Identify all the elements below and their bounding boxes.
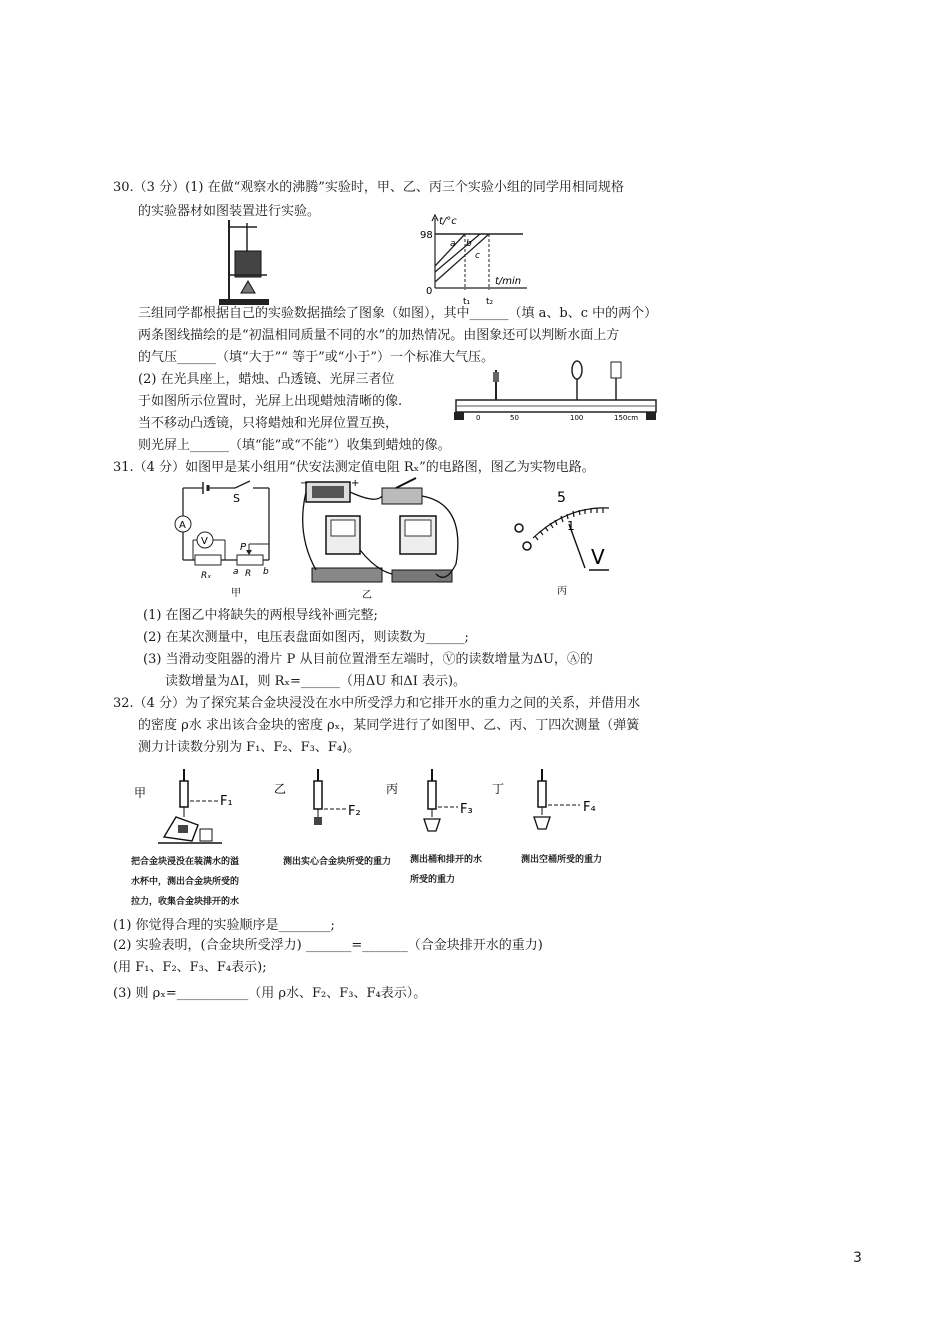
label-yi: 乙 <box>274 782 287 796</box>
q30-line1: 30.（3 分）(1) 在做“观察水的沸腾”实验时，甲、乙、丙三个实验小组的同学用相同规格 <box>113 180 624 195</box>
q30-line5: 的气压______（填“大于”“ 等于”或“小于”）一个标准大气压。 <box>138 350 495 365</box>
graph-origin: 0 <box>426 286 433 297</box>
q30-line8: 当不移动凸透镜，只将蜡烛和光屏位置互换， <box>138 416 399 431</box>
circuit-Rx: Rₓ <box>201 571 212 581</box>
q31-sub4: 读数增量为ΔI，则 Rₓ=______（用ΔU 和ΔI 表示)。 <box>165 674 467 689</box>
q30-line3: 三组同学都根据自己的实验数据描绘了图象（如图），其中______（填 a、b、c 中的两个） <box>138 306 658 321</box>
q32-sub1: (1) 你觉得合理的实验顺序是________; <box>113 918 335 933</box>
voltmeter-dial <box>505 480 625 598</box>
optical-bench-figure <box>452 358 662 424</box>
bench-150: 150cm <box>614 414 639 422</box>
graph-t2: t₂ <box>486 297 494 307</box>
circuit-a: a <box>233 567 239 577</box>
caption-jia-2: 水杯中，测出合金块所受的 <box>131 877 240 887</box>
physical-circuit <box>296 474 476 600</box>
q32-line2: 的密度 ρ水 求出该合金块的密度 ρₓ，某同学进行了如图甲、乙、丙、丁四次测量（弹簧 <box>138 718 640 733</box>
q31-sub3: (3) 当滑动变阻器的滑片 P 从目前位置滑至左端时，Ⓥ的读数增量为ΔU，Ⓐ的 <box>143 652 593 667</box>
page-number: 3 <box>853 1250 862 1266</box>
caption-bing-1: 测出桶和排开的水 <box>410 855 483 865</box>
bench-100: 100 <box>570 414 584 422</box>
q32-line1: 32.（4 分）为了探究某合金块浸没在水中所受浮力和它排开水的重力之间的关系，并借用水 <box>113 696 641 711</box>
circuit-R: R <box>245 569 252 579</box>
circuit-P: P <box>240 542 247 553</box>
caption-ding: 测出空桶所受的重力 <box>521 855 603 865</box>
label-F2: F₂ <box>348 804 361 819</box>
physical-minus: − <box>300 478 309 489</box>
dial-5: 5 <box>557 490 566 506</box>
dial-caption: 丙 <box>557 586 567 597</box>
q30-line2: 的实验器材如图装置进行实验。 <box>138 204 321 219</box>
temperature-time-graph <box>395 212 545 312</box>
graph-t1: t₁ <box>463 297 471 307</box>
q32-line3: 测力计读数分别为 F₁、F₂、F₃、F₄)。 <box>138 740 361 755</box>
caption-yi: 测出实心合金块所受的重力 <box>283 857 392 867</box>
circuit-V: V <box>201 536 208 547</box>
label-ding: 丁 <box>492 782 505 796</box>
q30-line6: (2) 在光具座上，蜡烛、凸透镜、光屏三者位 <box>138 372 395 387</box>
graph-98: 98 <box>420 230 433 241</box>
label-jia: 甲 <box>134 786 147 800</box>
bench-50: 50 <box>510 414 519 422</box>
spring-scale-figures <box>128 765 618 855</box>
graph-b: b <box>466 239 472 249</box>
q30-line4: 两条图线描绘的是“初温相同质量不同的水”的加热情况。由图象还可以判断水面上方 <box>138 328 620 343</box>
label-F3: F₃ <box>460 802 473 817</box>
graph-c: c <box>475 251 480 261</box>
graph-x-label: t/min <box>495 276 522 287</box>
label-F4: F₄ <box>583 800 596 815</box>
dial-1: 1 <box>567 519 575 533</box>
caption-bing-2: 所受的重力 <box>410 875 456 885</box>
circuit-A: A <box>179 520 186 531</box>
bench-0: 0 <box>476 414 481 422</box>
circuit-diagram <box>165 478 285 598</box>
caption-jia-3: 拉力，收集合金块排开的水 <box>131 897 240 907</box>
circuit-caption: 甲 <box>231 588 241 598</box>
circuit-S: S <box>233 492 240 505</box>
q31-line1: 31.（4 分）如图甲是某小组用“伏安法测定值电阻 Rₓ”的电路图，图乙为实物电路。 <box>113 460 595 475</box>
physical-caption: 乙 <box>362 590 372 600</box>
dial-V: V <box>591 545 605 569</box>
circuit-b: b <box>263 567 269 577</box>
q30-line7: 于如图所示位置时，光屏上出现蜡烛清晰的像. <box>138 394 403 409</box>
q32-sub2b: (用 F₁、F₂、F₃、F₄表示); <box>113 960 267 975</box>
q31-sub2: (2) 在某次测量中，电压表盘面如图丙，则读数为______; <box>143 630 469 645</box>
label-F1: F₁ <box>220 794 233 809</box>
graph-y-label: t/°c <box>439 216 457 227</box>
graph-a: a <box>450 239 456 249</box>
q30-line9: 则光屏上______（填“能”或“不能”）收集到蜡烛的像。 <box>138 438 451 453</box>
boiling-apparatus-figure <box>215 215 275 307</box>
q32-sub2: (2) 实验表明，(合金块所受浮力) _______=_______（合金块排开水的重力) <box>113 938 543 953</box>
label-bing: 丙 <box>386 782 399 796</box>
q32-sub3: (3) 则 ρₓ=___________（用 ρ水、F₂、F₃、F₄表示）。 <box>113 986 427 1001</box>
q31-sub1: (1) 在图乙中将缺失的两根导线补画完整; <box>143 608 378 623</box>
caption-jia-1: 把合金块浸没在装满水的溢 <box>131 857 240 867</box>
physical-plus: + <box>351 478 360 489</box>
